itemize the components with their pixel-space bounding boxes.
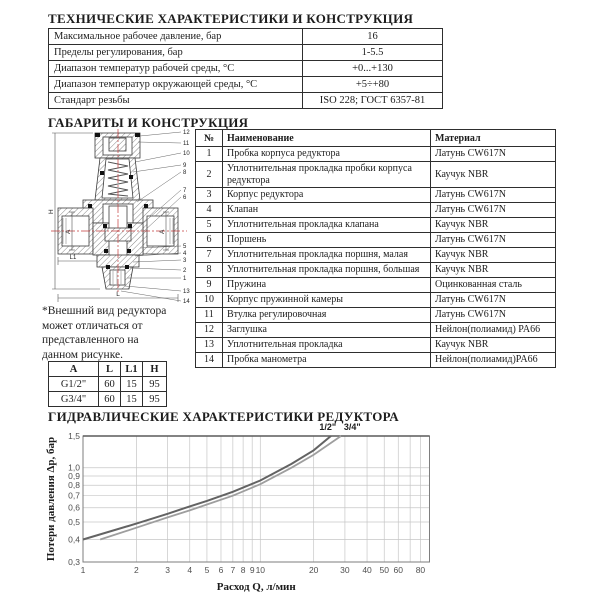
x-tick-label: 40 bbox=[362, 565, 372, 575]
dims-table bbox=[48, 361, 167, 407]
appearance-note: *Внешний вид редуктора может отличаться от представленного на данном рисунке. bbox=[42, 305, 167, 362]
callout-number: 2 bbox=[183, 268, 187, 274]
x-tick-label: 80 bbox=[415, 565, 426, 575]
parts-table bbox=[195, 129, 556, 368]
part-name: Уплотнительная прокладка поршня, большая bbox=[223, 263, 431, 278]
callout-leader bbox=[130, 268, 181, 270]
spec-value: ISO 228; ГОСТ 6357-81 bbox=[303, 93, 443, 109]
parts-row bbox=[196, 308, 556, 323]
parts-row bbox=[196, 203, 556, 218]
spec-value: 1-5.5 bbox=[303, 45, 443, 61]
parts-row bbox=[196, 248, 556, 263]
spec-label: Пределы регулирования, бар bbox=[49, 45, 303, 61]
callout-leader bbox=[133, 165, 181, 172]
callout-number: 11 bbox=[183, 141, 190, 147]
part-number: 11 bbox=[196, 308, 223, 323]
spec-table bbox=[48, 28, 443, 109]
callout-number: 4 bbox=[183, 251, 187, 257]
parts-row bbox=[196, 263, 556, 278]
x-tick-label: 30 bbox=[340, 565, 350, 575]
spec-label: Стандарт резьбы bbox=[49, 93, 303, 109]
y-tick-label: 1,5 bbox=[68, 431, 80, 441]
plot-border bbox=[83, 436, 430, 562]
part-material: Латунь CW617N bbox=[431, 233, 556, 248]
spec-row bbox=[49, 29, 443, 45]
part-material: Каучук NBR bbox=[431, 248, 556, 263]
y-tick-label: 0,9 bbox=[68, 470, 80, 481]
callout-number: 8 bbox=[183, 170, 187, 176]
part-number: 4 bbox=[196, 203, 223, 218]
x-tick-label: 3 bbox=[165, 565, 170, 575]
part-name: Уплотнительная прокладка пробки корпуса редуктора bbox=[223, 162, 431, 188]
x-tick-label: 7 bbox=[230, 565, 236, 575]
part-material: Каучук NBR bbox=[431, 218, 556, 233]
dims-value: 95 bbox=[143, 392, 167, 407]
x-tick-label: 60 bbox=[393, 565, 404, 575]
spec-value: 16 bbox=[303, 29, 443, 45]
callout-number: 10 bbox=[183, 151, 190, 157]
part-name: Пробка манометра bbox=[223, 353, 431, 368]
part-material: Латунь CW617N bbox=[431, 203, 556, 218]
callout-number: 13 bbox=[183, 289, 190, 295]
callout-leader bbox=[135, 153, 181, 162]
part-material: Оцинкованная сталь bbox=[431, 278, 556, 293]
spec-label: Диапазон температур рабочей среды, °С bbox=[49, 61, 303, 77]
parts-row bbox=[196, 338, 556, 353]
y-tick-label: 0,3 bbox=[68, 557, 80, 567]
part-material: Латунь CW617N bbox=[431, 293, 556, 308]
spec-value: +0...+130 bbox=[303, 61, 443, 77]
dims-header: A bbox=[49, 362, 99, 377]
part-name: Уплотнительная прокладка поршня, малая bbox=[223, 248, 431, 263]
part-material: Латунь CW617N bbox=[431, 308, 556, 323]
part-material: Нейлон(полиамид)PA66 bbox=[431, 353, 556, 368]
x-tick-label: 8 bbox=[240, 565, 246, 575]
part-name: Поршень bbox=[223, 233, 431, 248]
y-tick-label: 0,6 bbox=[68, 502, 80, 513]
y-tick-label: 0,4 bbox=[68, 534, 80, 545]
part-material: Каучук NBR bbox=[431, 263, 556, 278]
part-material: Каучук NBR bbox=[431, 338, 556, 353]
dims-value: 15 bbox=[121, 392, 143, 407]
dims-value: G3/4" bbox=[49, 392, 99, 407]
part-number: 6 bbox=[196, 233, 223, 248]
parts-row bbox=[196, 147, 556, 162]
spec-label: Максимальное рабочее давление, бар bbox=[49, 29, 303, 45]
callout-number: 6 bbox=[183, 195, 187, 201]
x-tick-label: 50 bbox=[379, 565, 389, 575]
dims-header-row bbox=[49, 362, 167, 377]
part-number: 10 bbox=[196, 293, 223, 308]
part-number: 2 bbox=[196, 162, 223, 188]
part-name: Уплотнительная прокладка bbox=[223, 338, 431, 353]
part-name: Пробка корпуса редуктора bbox=[223, 147, 431, 162]
part-material: Латунь CW617N bbox=[431, 188, 556, 203]
callout-leader bbox=[133, 260, 181, 262]
part-material: Каучук NBR bbox=[431, 162, 556, 188]
part-name: Клапан bbox=[223, 203, 431, 218]
dim-label-h: H bbox=[48, 209, 55, 214]
dim-label-l1: L1 bbox=[69, 255, 77, 261]
dims-header: L1 bbox=[121, 362, 143, 377]
part-material: Нейлон(полиамид) PA66 bbox=[431, 323, 556, 338]
dims-value: 15 bbox=[121, 377, 143, 392]
parts-row bbox=[196, 162, 556, 188]
part-number: 5 bbox=[196, 218, 223, 233]
x-tick-label: 1 bbox=[80, 565, 86, 575]
parts-row bbox=[196, 233, 556, 248]
part-name: Корпус пружинной камеры bbox=[223, 293, 431, 308]
y-tick-label: 0,8 bbox=[68, 480, 80, 491]
x-tick-label: 5 bbox=[204, 565, 210, 575]
callout-leader bbox=[138, 142, 181, 143]
parts-row bbox=[196, 353, 556, 368]
parts-row bbox=[196, 188, 556, 203]
spec-row bbox=[49, 77, 443, 93]
part-name: Втулка регулировочная bbox=[223, 308, 431, 323]
parts-row bbox=[196, 218, 556, 233]
part-number: 9 bbox=[196, 278, 223, 293]
x-tick-label: 10 bbox=[255, 565, 266, 575]
parts-col-num: № bbox=[196, 130, 223, 147]
spec-row bbox=[49, 45, 443, 61]
callout-leader bbox=[137, 172, 181, 202]
part-number: 1 bbox=[196, 147, 223, 162]
parts-col-name: Наименование bbox=[223, 130, 431, 147]
callout-number: 3 bbox=[183, 258, 187, 264]
part-number: 13 bbox=[196, 338, 223, 353]
y-tick-label: 0,7 bbox=[68, 490, 80, 501]
x-tick-label: 2 bbox=[134, 565, 139, 575]
part-number: 3 bbox=[196, 188, 223, 203]
parts-row bbox=[196, 293, 556, 308]
parts-row bbox=[196, 323, 556, 338]
series-label-2: 3/4" bbox=[343, 422, 361, 432]
hydraulics-heading: ГИДРАВЛИЧЕСКИЕ ХАРАКТЕРИСТИКИ РЕДУКТОРА bbox=[48, 409, 399, 424]
part-number: 7 bbox=[196, 248, 223, 263]
y-tick-label: 1,0 bbox=[68, 462, 80, 473]
parts-row bbox=[196, 278, 556, 293]
part-name: Уплотнительная прокладка клапана bbox=[223, 218, 431, 233]
callout-leader bbox=[140, 132, 181, 136]
dim-label-a-left: A bbox=[65, 229, 72, 234]
specs-heading: ТЕХНИЧЕСКИЕ ХАРАКТЕРИСТИКИ И КОНСТРУКЦИЯ bbox=[48, 11, 414, 26]
valve-cross-section-diagram bbox=[45, 128, 195, 306]
callout-leader bbox=[121, 291, 181, 301]
callout-number: 12 bbox=[183, 130, 190, 136]
part-number: 14 bbox=[196, 353, 223, 368]
spec-value: +5÷+80 bbox=[303, 77, 443, 93]
part-name: Корпус редуктора bbox=[223, 188, 431, 203]
dims-value: 60 bbox=[99, 377, 121, 392]
y-tick-label: 0,5 bbox=[68, 517, 80, 528]
construction-heading: ГАБАРИТЫ И КОНСТРУКЦИЯ bbox=[48, 115, 249, 130]
spec-label: Диапазон температур окружающей среды, °С bbox=[49, 77, 303, 93]
x-tick-label: 4 bbox=[187, 565, 193, 575]
callout-number: 7 bbox=[183, 188, 187, 194]
callout-number: 14 bbox=[183, 299, 190, 305]
dims-value: 60 bbox=[99, 392, 121, 407]
dims-row bbox=[49, 377, 167, 392]
dim-label-l: L bbox=[116, 291, 120, 298]
x-axis-title: Расход Q, л/мин bbox=[216, 581, 296, 593]
parts-col-material: Материал bbox=[431, 130, 556, 147]
callout-number: 5 bbox=[183, 244, 187, 250]
hydraulic-characteristics-chart bbox=[45, 418, 447, 600]
dims-header: L bbox=[99, 362, 121, 377]
series-label-1: 1/2" bbox=[319, 422, 337, 432]
x-tick-label: 20 bbox=[308, 565, 319, 575]
y-axis-title: Потери давления Δp, бар bbox=[45, 436, 57, 562]
part-name: Пружина bbox=[223, 278, 431, 293]
parts-header-row bbox=[196, 130, 556, 147]
spec-row bbox=[49, 61, 443, 77]
dim-label-a-right: A bbox=[159, 229, 166, 234]
spec-row bbox=[49, 93, 443, 109]
part-name: Заглушка bbox=[223, 323, 431, 338]
dims-value: 95 bbox=[143, 377, 167, 392]
x-tick-label: 6 bbox=[218, 565, 224, 575]
x-tick-label: 9 bbox=[249, 565, 255, 575]
dims-row bbox=[49, 392, 167, 407]
part-number: 8 bbox=[196, 263, 223, 278]
callout-leader bbox=[125, 286, 181, 291]
part-number: 12 bbox=[196, 323, 223, 338]
dims-header: H bbox=[143, 362, 167, 377]
callout-number: 1 bbox=[183, 276, 187, 282]
part-material: Латунь CW617N bbox=[431, 147, 556, 162]
dims-value: G1/2" bbox=[49, 377, 99, 392]
callout-number: 9 bbox=[183, 163, 187, 169]
